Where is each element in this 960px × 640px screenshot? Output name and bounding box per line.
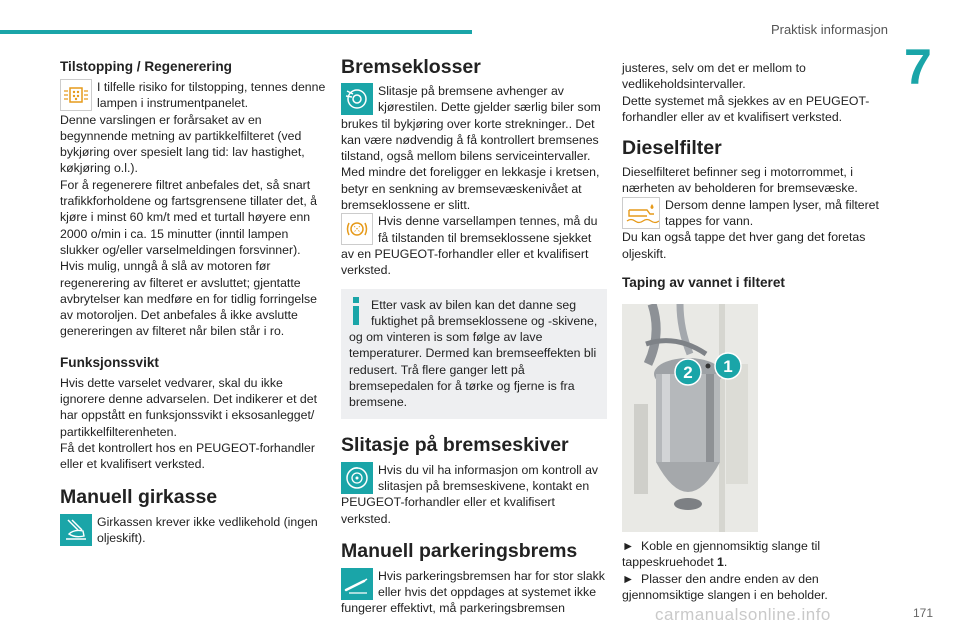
parking-brake-icon bbox=[341, 568, 373, 600]
heading-parking-brake: Manuell parkeringsbrems bbox=[341, 539, 578, 562]
page-number: 171 bbox=[913, 606, 934, 620]
heading-drain-water: Taping av vannet i filteret bbox=[622, 274, 785, 290]
heading-brake-pads: Bremseklosser bbox=[341, 56, 481, 78]
callout-2-label: 2 bbox=[683, 362, 693, 382]
watermark: carmanualsonline.info bbox=[655, 605, 831, 624]
pads-icon-text: Slitasje på bremsene avhenger av kjørestilen. Dette gjelder særlig biler som brukes til bykjøring over korte strekninger.. Det kan være nødvendig å få kontrollert bremsenes tilstand, også mellom bilens serviceintervaller. Med mindre det foreligger en lekkasje i kretsen, betyr en senkning av bremsevæskenivået at bremseklossene er slitt. bbox=[341, 84, 601, 213]
parking-continued-text: justeres, selv om det er mellom to vedlikeholdsintervaller. Dette systemet må sjekkes av en PEUGEOT-forhandler eller av et kvalifisert verksted. bbox=[622, 61, 870, 124]
step-1 bbox=[622, 538, 888, 571]
step-2 bbox=[622, 571, 888, 604]
header-accent-bar bbox=[0, 30, 472, 34]
step-1-text-pre: Koble en gjennomsiktig slange til tappeskruehodet bbox=[622, 538, 821, 570]
column-3 bbox=[622, 56, 888, 603]
column-1 bbox=[60, 56, 326, 546]
info-note bbox=[341, 289, 607, 419]
heading-manual-gearbox: Manuell girkasse bbox=[60, 485, 218, 508]
diesel-after-text: Du kan også tappe det hver gang det foretas oljeskift. bbox=[622, 230, 866, 261]
info-note-text: Etter vask av bilen kan det danne seg fuktighet på bremseklossene og -skivene, og om vinteren is som følge av lave temperaturer. Dermed kan bremseeffekten bli redusert. Trå flere ganger lett på bremsepedalen for å tørke og fjerne is fra bremsene. bbox=[349, 297, 598, 410]
parking-text: Hvis parkeringsbremsen har for stor slakk eller hvis det oppdages at systemet ikke fungerer effektivt, må parkeringsbremsen bbox=[341, 568, 605, 616]
step-1-ref: 1 bbox=[717, 555, 724, 570]
diesel-icon-text: Dersom denne lampen lyser, må filteret tappes for vann. bbox=[665, 197, 879, 229]
clog-icon-text: I tilfelle risiko for tilstopping, tennes denne lampen i instrumentpanelet. bbox=[97, 80, 326, 111]
step-2-text: Plasser den andre enden av den gjennomsiktige slangen i en beholder. bbox=[622, 571, 828, 602]
step-arrow: ► bbox=[622, 571, 635, 586]
heading-clogging: Tilstopping / Regenerering bbox=[60, 59, 232, 74]
chapter-number: 7 bbox=[904, 39, 932, 95]
brake-disc-icon bbox=[341, 462, 373, 494]
callout-2-icon bbox=[675, 359, 701, 385]
gearbox-oil-icon bbox=[60, 514, 92, 546]
water-in-diesel-icon bbox=[622, 197, 660, 229]
step-1-text-post: . bbox=[723, 555, 728, 570]
column-2 bbox=[341, 56, 607, 617]
info-icon bbox=[349, 297, 363, 325]
heading-diesel-filter: Dieselfilter bbox=[622, 137, 722, 160]
gearbox-text: Girkassen krever ikke vedlikehold (ingen oljeskift). bbox=[97, 514, 318, 545]
fault-body: Hvis dette varselet vedvarer, skal du ikke ignorere denne advarselen. Det indikerer et det har oppstått en funksjonssvikt i eksosanlegget/ partikkelfilterenheten. Få det kontrollert hos en PEUGEOT-forhandler eller et kvalifisert verksted. bbox=[60, 375, 318, 472]
discs-text: Hvis du vil ha informasjon om kontroll av slitasjen på bremseskivene, kontakt en PEUGEOT-forhandler eller et kvalifisert verksted. bbox=[341, 462, 599, 526]
callout-1-icon bbox=[715, 353, 741, 379]
diesel-body: Dieselfilteret befinner seg i motorrommet, i nærheten av beholderen for bremsevæske. bbox=[622, 165, 858, 196]
brake-warning-icon bbox=[341, 213, 373, 245]
particle-filter-warning-icon bbox=[60, 79, 92, 111]
brake-pad-icon bbox=[341, 83, 373, 115]
heading-brake-discs: Slitasje på bremseskiver bbox=[341, 433, 569, 456]
heading-fault: Funksjonssvikt bbox=[60, 354, 159, 370]
pads-warning-text: Hvis denne varsellampen tennes, må du få tilstanden til bremseklossene sjekket av en PEUGEOT-forhandler eller et kvalifisert verksted. bbox=[341, 214, 598, 278]
step-arrow: ► bbox=[622, 538, 635, 553]
callout-1-label: 1 bbox=[723, 356, 733, 376]
section-title: Praktisk informasjon bbox=[770, 22, 888, 37]
clog-body: Denne varslingen er forårsaket av en begynnende metning av partikkelfilteret (ved bykjøring over spesielt lang tid: lav hastighet, køkjøring o.l.). For å regenerere filtret anbefales det, så snart trafikkforholdene og fartsgrensene tillater det, å kjøre i minst 60 km/t med et turtall høyere enn 2000 o/min i ca. 15 minutter (inntil lampen slukker og/eller varselmeldingen forsvinner). Hvis mulig, unngå å slå av motoren før regenerering av filteret er avsluttet; gjentatte avbrytelser kan medføre en for tidlig forringelse av motoroljen. Det anbefales å ikke avslutte genereringen av filteret når bilen står i ro. bbox=[60, 112, 318, 339]
diesel-filter-photo bbox=[622, 304, 758, 532]
